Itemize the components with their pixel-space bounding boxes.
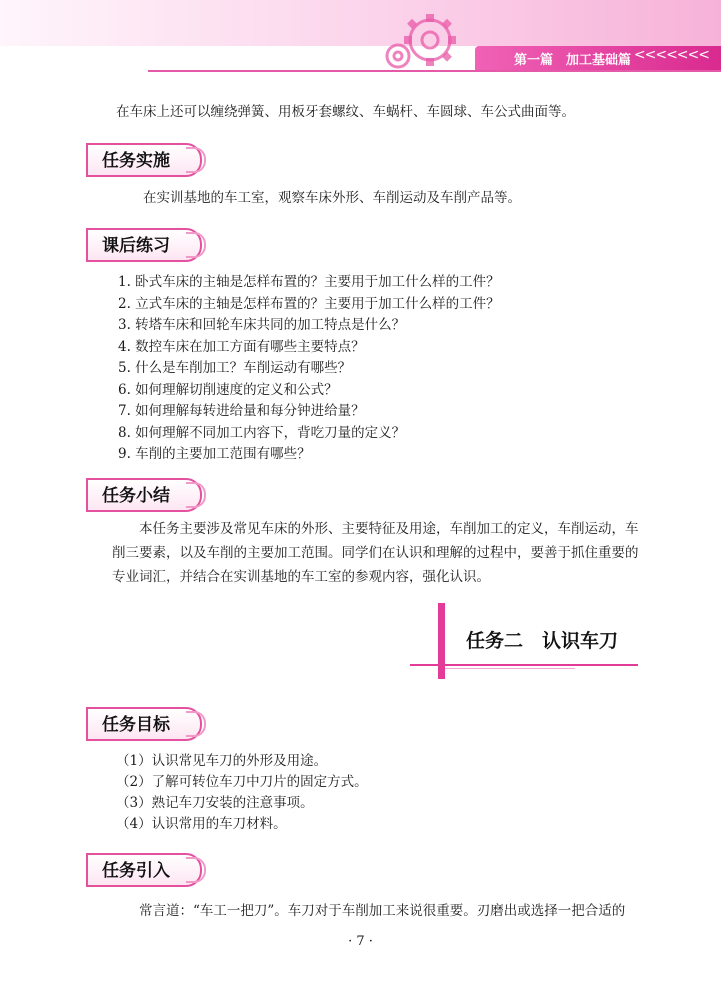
exercise-item: 9. 车削的主要加工范围有哪些？ [118,446,311,462]
exercise-item: 1. 卧式车床的主轴是怎样布置的？主要用于加工什么样的工件？ [118,274,500,290]
exercise-list [118,272,500,466]
summary-paragraph: 本任务主要涉及常见车床的外形、主要特征及用途，车削加工的定义，车削运动，车削三要素，以及车削的主要加工范围。同学们在认识和理解的过程中，要善于抓住重要的专业词汇，并结合在实训基地的车工室的参观内容，强化认识。 [112,521,639,585]
intro-lead-paragraph: 常言道：“车工一把刀”。车刀对于车削加工来说很重要。刃磨出或选择一把合适的 [139,903,626,919]
task-title-bar [438,603,445,679]
section-heading-summary [86,478,212,510]
heading-label: 课后练习 [102,236,170,256]
heading-label: 任务小结 [102,486,170,506]
exercise-item: 4. 数控车床在加工方面有哪些主要特点？ [118,338,365,355]
intro-paragraph: 在车床上还可以缠绕弹簧、用板牙套螺纹、车蜗杆、车圆球、车公式曲面等。 [116,104,575,120]
heading-tab-accent [186,147,206,173]
heading-tab-accent [186,232,206,258]
heading-label: 任务实施 [102,151,170,171]
heading-tab-accent [186,857,206,883]
running-header [514,49,631,68]
exercise-item: 7. 如何理解每转进给量和每分钟进给量？ [118,403,365,419]
exercise-item: 2. 立式车床的主轴是怎样布置的？主要用于加工什么样的工件？ [118,295,500,312]
heading-label: 任务目标 [102,715,170,735]
task-title: 任务二 认识车刀 [466,630,619,652]
exercise-item: 3. 转塔车床和回轮车床共同的加工特点是什么？ [118,317,406,333]
goal-item: （3）熟记车刀安装的注意事项。 [116,795,314,811]
header-section: 加工基础篇 [565,53,631,68]
section-heading-implementation [86,143,212,175]
exercise-item: 8. 如何理解不同加工内容下，背吃刀量的定义？ [118,424,406,441]
section-heading-exercises [86,228,212,260]
task-title-rule [410,664,638,666]
section-heading-goals [86,707,212,739]
chevrons-decoration: <<<<<<< [633,47,709,63]
page-number: · 7 · [348,934,373,949]
page-header [0,0,721,78]
heading-tab-accent [186,711,206,737]
task-title-rule-secondary [445,668,575,669]
goal-item: （2）了解可转位车刀中刀片的固定方式。 [116,774,368,790]
header-band [0,0,721,46]
header-part: 第一篇 [513,53,553,68]
goal-list [116,751,368,835]
exercise-item: 5. 什么是车削加工？车削运动有哪些？ [118,360,352,376]
exercise-item: 6. 如何理解切削速度的定义和公式？ [118,381,338,398]
section-heading-intro [86,853,212,885]
header-rule [148,70,721,72]
implementation-paragraph: 在实训基地的车工室，观察车床外形、车削运动及车削产品等。 [143,190,521,206]
heading-label: 任务引入 [102,861,170,881]
gear-icon [376,6,472,76]
goal-item: （1）认识常见车刀的外形及用途。 [116,753,328,769]
heading-tab-accent [186,482,206,508]
goal-item: （4）认识常用的车刀材料。 [116,816,287,832]
